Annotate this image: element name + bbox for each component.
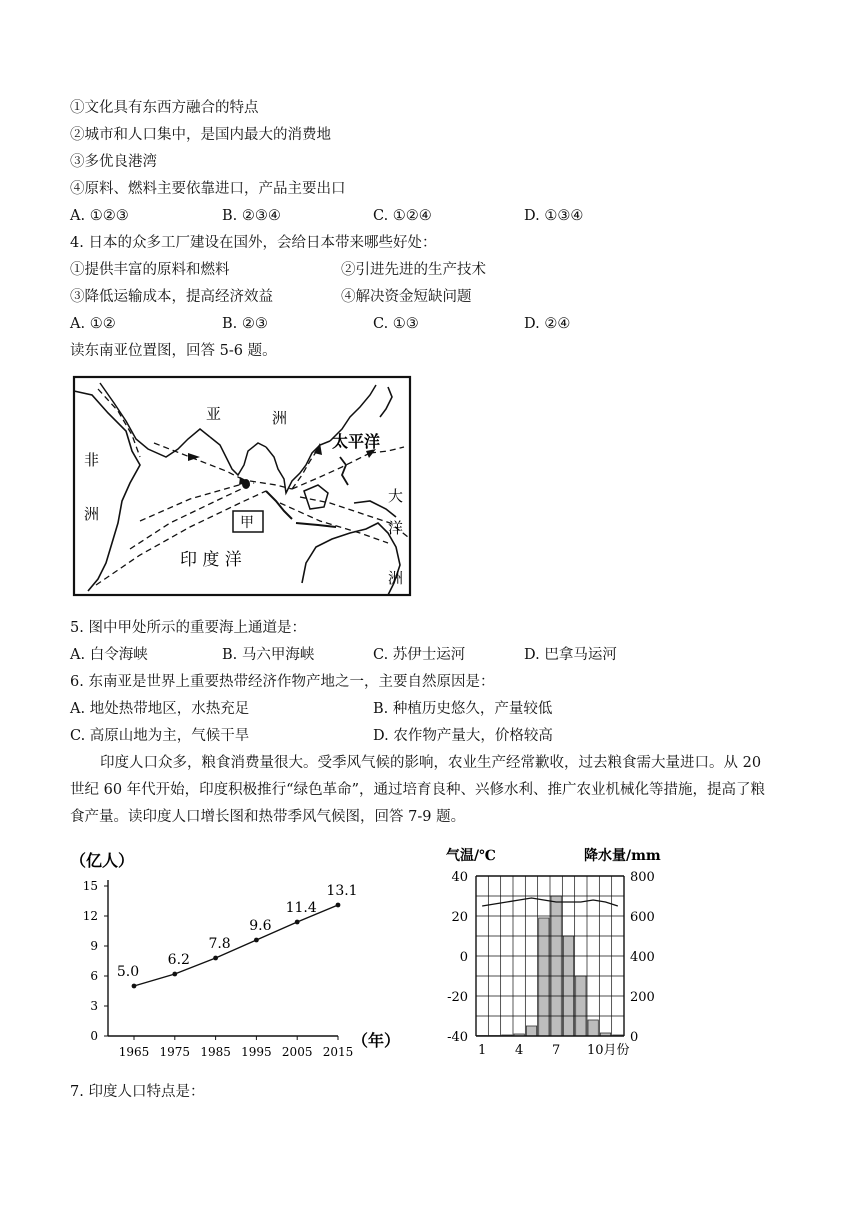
precip-tick-label: 200 xyxy=(630,990,655,1005)
q3-item-4: ④原料、燃料主要依靠进口，产品主要出口 xyxy=(70,181,346,197)
data-label: 9.6 xyxy=(249,918,272,934)
q5-option-a: A. 白令海峡 xyxy=(70,647,148,663)
x-tick-label: 1965 xyxy=(118,1045,150,1058)
tropical-monsoon-climate-chart xyxy=(412,840,672,1058)
precip-bar xyxy=(576,976,586,1036)
q4-option-c: C. ①③ xyxy=(373,316,419,332)
precip-tick-label: 0 xyxy=(630,1030,639,1045)
data-label: 11.4 xyxy=(285,900,317,916)
q4-option-d: D. ②④ xyxy=(524,316,571,332)
x-tick-label: 1995 xyxy=(241,1045,272,1058)
map-label-indian-ocean: 印 度 洋 xyxy=(180,550,242,570)
q7-stem: 7. 印度人口特点是： xyxy=(70,1084,205,1100)
data-point xyxy=(172,972,177,977)
q5-option-d: D. 巴拿马运河 xyxy=(524,647,617,663)
x-tick-label: 2015 xyxy=(322,1045,354,1058)
y-tick-label: 15 xyxy=(82,879,98,893)
q4-item-3: ③降低运输成本，提高经济效益 xyxy=(70,289,273,305)
q6-option-c: C. 高原山地为主，气候干旱 xyxy=(70,728,250,744)
precip-tick-label: 400 xyxy=(630,950,655,965)
x-tick-label: 2005 xyxy=(281,1045,313,1058)
q4-item-4: ④解决资金短缺问题 xyxy=(341,289,472,305)
x-tick-label: 1975 xyxy=(159,1045,191,1058)
data-label: 13.1 xyxy=(326,883,358,899)
q6-option-d: D. 农作物产量大，价格较高 xyxy=(373,728,553,744)
passage-line-2: 世纪 60 年代开始，印度积极推行“绿色革命”，通过培育良种、兴修水利、推广农业机械化等措施，提高了粮 xyxy=(70,782,765,798)
q6-option-a: A. 地处热带地区，水热充足 xyxy=(70,701,250,717)
q3-option-c: C. ①②④ xyxy=(373,208,432,224)
q6-option-b: B. 种植历史悠久，产量较低 xyxy=(373,701,553,717)
population-line xyxy=(134,905,338,986)
q3-item-3: ③多优良港湾 xyxy=(70,154,157,170)
map-label-jia: 甲 xyxy=(240,515,254,531)
q4-item-1: ①提供丰富的原料和燃料 xyxy=(70,262,230,278)
data-label: 6.2 xyxy=(167,952,190,968)
map-label-africa-2: 洲 xyxy=(84,505,100,523)
data-point xyxy=(132,984,137,989)
southeast-asia-map xyxy=(70,373,420,601)
passage-line-3: 食产量。读印度人口增长图和热带季风气候图，回答 7-9 题。 xyxy=(70,809,466,825)
india-population-chart xyxy=(68,848,408,1058)
temp-tick-label: 40 xyxy=(451,870,468,885)
data-point xyxy=(254,938,259,943)
q4-item-2: ②引进先进的生产技术 xyxy=(341,262,486,278)
map-label-asia-1: 亚 xyxy=(206,405,222,423)
q3-option-b: B. ②③④ xyxy=(222,208,281,224)
q3-item-2: ②城市和人口集中，是国内最大的消费地 xyxy=(70,127,331,143)
temp-tick-label: 20 xyxy=(451,910,468,925)
temp-tick-label: 0 xyxy=(459,950,468,965)
q5-option-c: C. 苏伊士运河 xyxy=(373,647,466,663)
q6-stem: 6. 东南亚是世界上重要热带经济作物产地之一，主要自然原因是： xyxy=(70,674,495,690)
data-label: 5.0 xyxy=(116,964,140,980)
y-tick-label: 9 xyxy=(90,939,98,953)
precip-bar xyxy=(563,936,573,1036)
data-point xyxy=(213,956,218,961)
map-label-oceania-3: 洲 xyxy=(388,569,404,587)
precip-tick-label: 600 xyxy=(630,910,655,925)
month-tick-label: 4 xyxy=(515,1043,524,1058)
y-tick-label: 12 xyxy=(82,909,98,923)
q4-stem: 4. 日本的众多工厂建设在国外，会给日本带来哪些好处： xyxy=(70,235,437,251)
data-label: 7.8 xyxy=(208,936,231,952)
month-tick-label: 7 xyxy=(552,1043,561,1058)
precip-tick-label: 800 xyxy=(630,870,655,885)
precip-bar xyxy=(526,1026,536,1036)
month-tick-label: 1 xyxy=(478,1043,487,1058)
y-tick-label: 6 xyxy=(90,969,98,983)
q5-stem: 5. 图中甲处所示的重要海上通道是： xyxy=(70,620,306,636)
x-tick-label: 1985 xyxy=(200,1045,231,1058)
map-intro: 读东南亚位置图，回答 5-6 题。 xyxy=(70,343,277,359)
map-label-africa-1: 非 xyxy=(84,451,100,469)
data-point xyxy=(336,903,341,908)
map-label-pacific: 太平洋 xyxy=(332,432,381,451)
precip-axis-label: 降水量/mm xyxy=(584,848,661,864)
map-label-oceania-2: 洋 xyxy=(388,519,404,537)
data-point xyxy=(295,920,300,925)
q5-option-b: B. 马六甲海峡 xyxy=(222,647,315,663)
q4-option-b: B. ②③ xyxy=(222,316,268,332)
q3-option-a: A. ①②③ xyxy=(70,208,129,224)
precip-bar xyxy=(588,1020,598,1036)
month-tick-label: 10月份 xyxy=(587,1043,630,1058)
x-axis-label: （年） xyxy=(352,1031,401,1050)
y-tick-label: 3 xyxy=(90,999,98,1013)
passage-line-1: 印度人口众多，粮食消费量很大。受季风气候的影响，农业生产经常歉收，过去粮食需大量进口。从 20 xyxy=(100,755,762,771)
precip-bar xyxy=(551,896,561,1036)
temp-axis-label: 气温/℃ xyxy=(446,848,496,864)
y-axis-label: （亿人） xyxy=(70,851,135,870)
temp-tick-label: -20 xyxy=(447,990,468,1005)
q3-item-1: ①文化具有东西方融合的特点 xyxy=(70,100,259,116)
temp-tick-label: -40 xyxy=(447,1030,468,1045)
q3-option-d: D. ①③④ xyxy=(524,208,584,224)
map-label-oceania-1: 大 xyxy=(388,487,404,505)
y-tick-label: 0 xyxy=(90,1029,98,1043)
map-label-asia-2: 洲 xyxy=(272,409,288,427)
q4-option-a: A. ①② xyxy=(70,316,116,332)
